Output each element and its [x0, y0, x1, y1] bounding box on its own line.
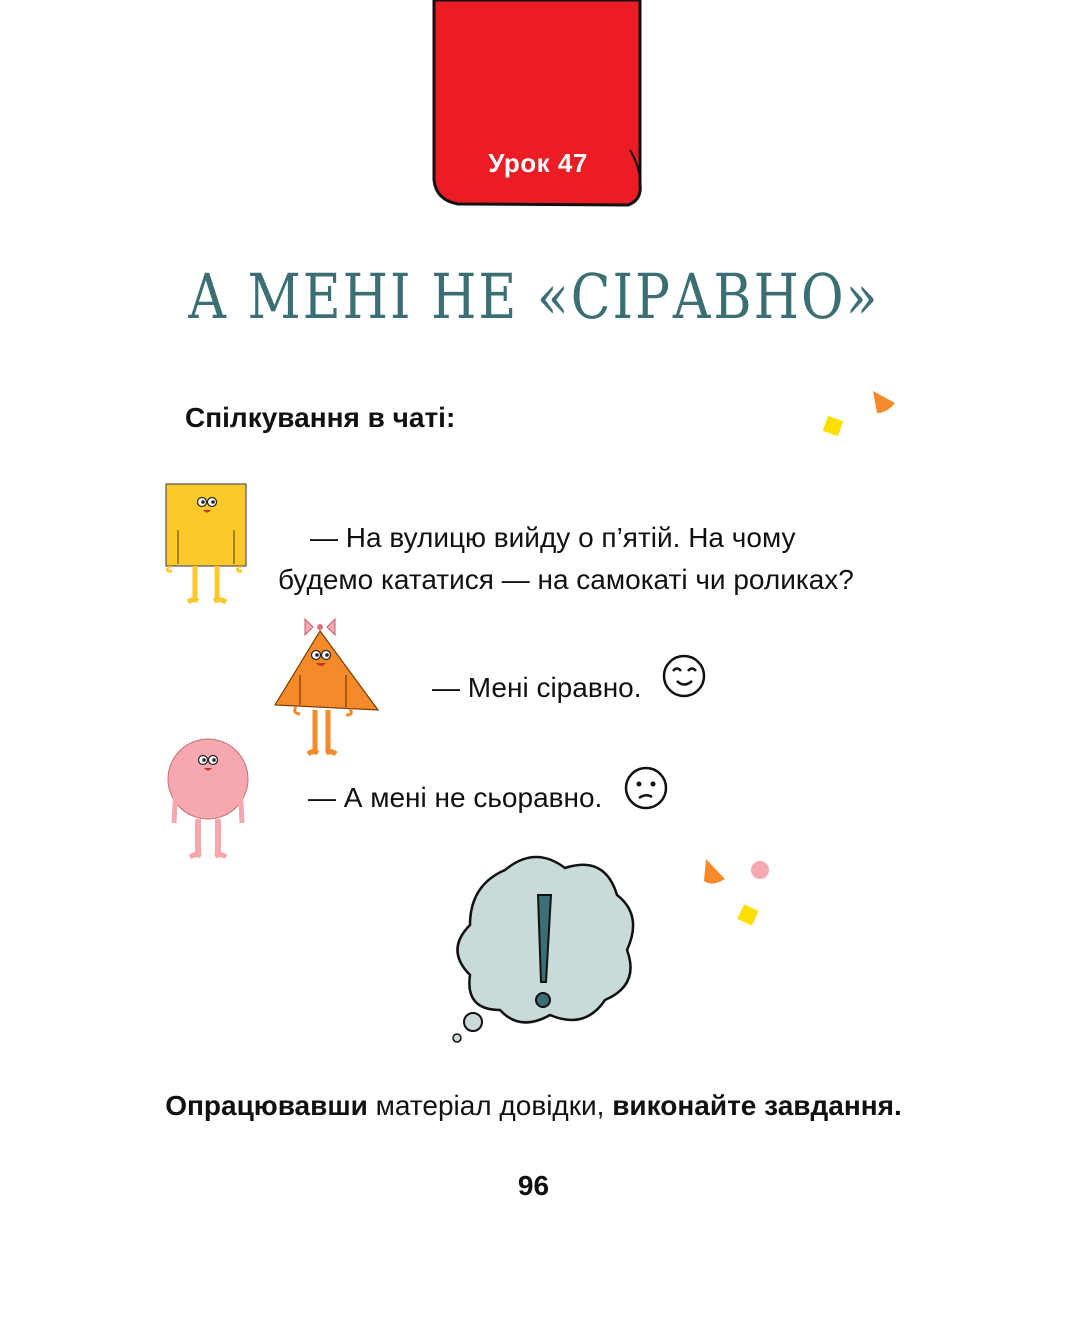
confetti-triangle	[704, 859, 725, 884]
instruction-part-2: матеріал довідки,	[367, 1090, 613, 1121]
confetti-decoration	[815, 385, 925, 445]
chat-line-3: — А мені не сьоравно.	[308, 782, 603, 813]
page-number: 96	[517, 1170, 550, 1201]
confetti-dot	[751, 861, 769, 879]
confetti-square	[737, 904, 758, 925]
chat-line-2: — Мені сіравно.	[432, 672, 642, 703]
smiling-face-icon	[660, 652, 710, 702]
instruction-part-3: виконайте завдання.	[612, 1090, 902, 1121]
exclamation-cloud-icon	[445, 850, 645, 1050]
chat-heading: Спілкування в чаті:	[185, 402, 456, 433]
chat-line-1-part-1: — На вулицю вийду о п’ятій. На чому	[310, 522, 796, 553]
chat-line-1-part-2: будемо кататися — на самокаті чи роликах?	[278, 564, 854, 595]
lesson-number: Урок 47	[488, 148, 588, 178]
orange-triangle-character-icon	[270, 615, 385, 760]
confetti-decoration	[700, 855, 790, 935]
lesson-tab	[428, 0, 648, 215]
instruction	[0, 1086, 1067, 1126]
page-title: А МЕНІ НЕ «СІРАВНО»	[187, 262, 880, 334]
pink-circle-character-icon	[160, 735, 260, 865]
confetti-triangle	[873, 391, 895, 413]
frowning-face-icon	[622, 764, 672, 814]
confetti-square	[823, 416, 844, 437]
instruction-part-1: Опрацювавши	[165, 1090, 368, 1121]
yellow-square-character-icon	[160, 480, 255, 610]
